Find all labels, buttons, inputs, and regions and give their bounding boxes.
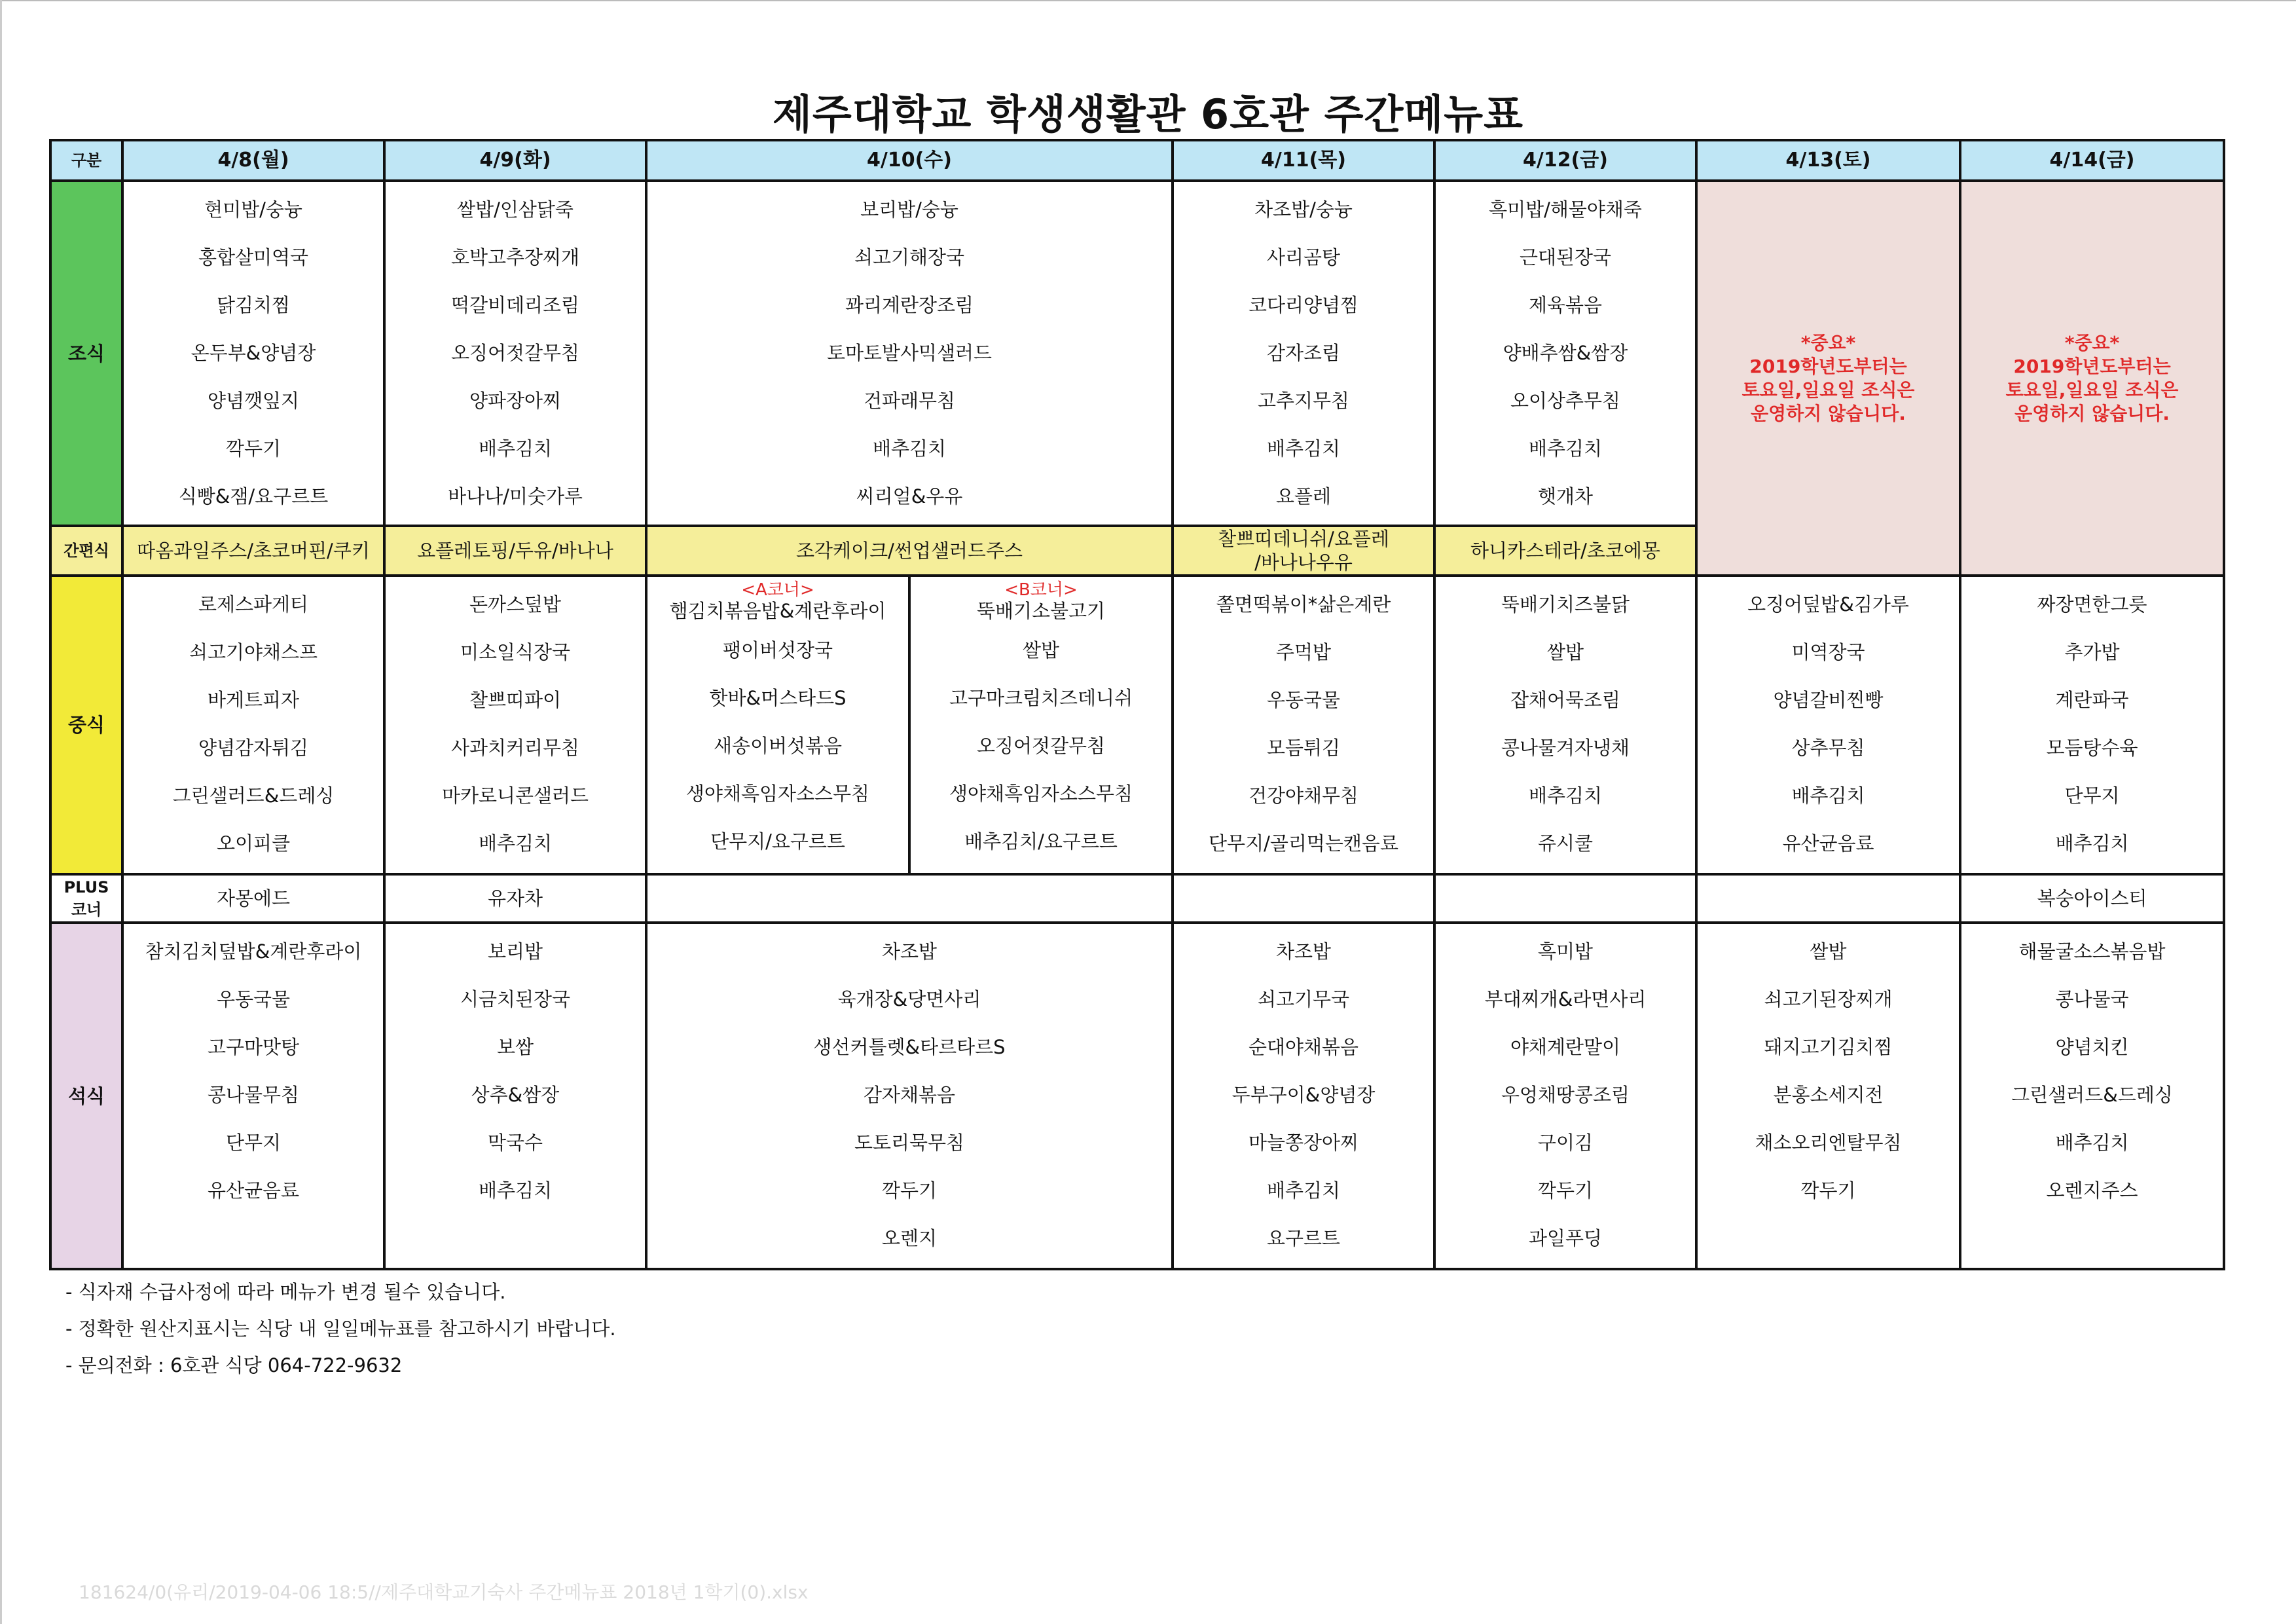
menu-item: 구이김 [1537, 1132, 1594, 1154]
page-title: 제주대학교 학생생활관 6호관 주간메뉴표 [772, 90, 1524, 138]
plus-wed [646, 874, 1173, 923]
menu-item: 요플레 [1275, 485, 1332, 507]
menu-item: 도토리묵무침 [854, 1132, 965, 1154]
menu-item: 요구르트 [1266, 1227, 1341, 1249]
menu-item: 시금치된장국 [460, 988, 571, 1010]
menu-item: 배추김치 [872, 437, 947, 460]
menu-item: 마늘쫑장아찌 [1248, 1132, 1359, 1154]
menu-item: 우동국물 [216, 988, 291, 1010]
menu-item: 배추김치 [1791, 784, 1865, 807]
menu-item: 감자채볶음 [863, 1084, 956, 1106]
menu-item: 돈까스덮밥 [469, 593, 562, 616]
menu-item: 상추&쌈장 [471, 1084, 560, 1106]
menu-item: 상추무침 [1791, 737, 1865, 759]
notice-days: 토요일,일요일 조식은 [2005, 378, 2179, 401]
day-tue: 4/9(화) [384, 140, 646, 181]
snack-thu [1173, 526, 1434, 576]
dinner-thu [1173, 923, 1434, 1269]
menu-item: 보리밥/숭늉 [860, 198, 958, 221]
menu-item: 양념갈비찐빵 [1773, 689, 1884, 711]
b-corner-tag: <B코너> [1004, 580, 1078, 600]
menu-item: 양념깻잎지 [207, 390, 300, 412]
menu-item: 그린샐러드&드레싱 [2011, 1084, 2173, 1106]
breakfast-thu [1173, 181, 1434, 526]
menu-item: 주먹밥 [1275, 641, 1332, 663]
lunch-tue [384, 576, 646, 874]
menu-item: 생야채흑임자소스무침 [685, 783, 870, 805]
menu-item: 콩나물무침 [207, 1084, 300, 1106]
scan-edge-left [0, 0, 2, 1624]
menu-item: 짜장면한그릇 [2037, 593, 2147, 616]
menu-item: 추가밥 [2064, 641, 2120, 663]
menu-item: 배추김치 [1266, 1179, 1341, 1202]
menu-item: 씨리얼&우유 [856, 485, 963, 507]
menu-item: 생선커틀렛&타르타르S [813, 1036, 1006, 1058]
menu-item: 토마토발사믹샐러드 [826, 342, 993, 364]
plus-fri [1434, 874, 1696, 923]
breakfast-sun-notice [1960, 181, 2224, 576]
menu-item: 돼지고기김치찜 [1764, 1036, 1893, 1058]
menu-item: 차조밥/숭늉 [1254, 198, 1353, 221]
menu-item: 배추김치 [2055, 832, 2129, 855]
menu-item: 오렌지 [881, 1227, 938, 1249]
menu-item: 쌀밥 [1022, 639, 1060, 661]
menu-item: 쇠고기야채스프 [189, 641, 318, 663]
snack-wed: 조각케이크/썬업샐러드주스 [646, 526, 1173, 576]
lunch-sun [1960, 576, 2224, 874]
menu-item: 쌀밥/인삼닭죽 [457, 198, 574, 221]
snack-thu-line2: /바나나우유 [1254, 551, 1353, 574]
lunch-sat [1696, 576, 1960, 874]
menu-item: 홍합살미역국 [198, 246, 309, 268]
snack-tue: 요플레토핑/두유/바나나 [384, 526, 646, 576]
menu-item: 바게트피자 [207, 689, 300, 711]
menu-item: 모듬탕수육 [2046, 737, 2138, 759]
menu-item: 배추김치 [1266, 437, 1341, 460]
plus-thu [1173, 874, 1434, 923]
footnote-contact: - 문의전화 : 6호관 식당 064-722-9632 [65, 1354, 403, 1376]
dinner-wed [646, 923, 1173, 1269]
menu-item: 건파래무침 [863, 390, 956, 412]
menu-item: 막국수 [487, 1132, 543, 1154]
plus-label-bottom: 코너 [71, 900, 102, 919]
menu-item: 차조밥 [1275, 940, 1332, 963]
menu-item: 찰쁘띠파이 [469, 689, 562, 711]
menu-item: 콩나물겨자냉채 [1501, 737, 1630, 759]
menu-item: 배추김치 [1528, 437, 1603, 460]
menu-item: 건강야채무침 [1248, 784, 1359, 807]
menu-item: 쌀밥 [1810, 940, 1847, 963]
day-mon: 4/8(월) [122, 140, 384, 181]
menu-item: 식빵&잼/요구르트 [178, 485, 329, 507]
header-row [50, 140, 2224, 181]
menu-item: 단무지 [2064, 784, 2120, 807]
menu-item: 호박고추장찌개 [450, 246, 580, 268]
footnote-change: - 식자재 수급사정에 따라 메뉴가 변경 될수 있습니다. [65, 1281, 506, 1303]
menu-item: 우엉채땅콩조림 [1501, 1084, 1630, 1106]
breakfast-tue [384, 181, 646, 526]
lunch-label: 중식 [50, 576, 122, 874]
menu-item: 미역장국 [1791, 641, 1865, 663]
menu-item: 고추지무침 [1257, 390, 1350, 412]
menu-item: 깍두기 [1800, 1179, 1856, 1202]
menu-item: 두부구이&양념장 [1231, 1084, 1376, 1106]
menu-item: 육개장&당면사리 [837, 988, 981, 1010]
menu-item: 양념감자튀김 [198, 737, 309, 759]
menu-item: 배추김치 [478, 437, 553, 460]
menu-item: 떡갈비데리조림 [450, 294, 580, 316]
breakfast-sat-notice [1696, 181, 1960, 576]
header-label: 구분 [50, 140, 122, 181]
menu-item: 참치김치덮밥&계란후라이 [145, 940, 362, 963]
menu-item: 제육볶음 [1528, 294, 1603, 316]
menu-item: 깍두기 [1537, 1179, 1594, 1202]
menu-item: 코다리양념찜 [1248, 294, 1359, 316]
dinner-sat [1696, 923, 1960, 1269]
day-thu: 4/11(목) [1173, 140, 1434, 181]
footnotes [65, 1274, 616, 1384]
menu-item: 보리밥 [487, 940, 543, 963]
weekly-menu-table [49, 139, 2225, 1270]
menu-item: 생야채흑임자소스무침 [949, 783, 1133, 805]
print-footer-path: 181624/0(유리/2019-04-06 18:5//제주대학교기숙사 주간메뉴표 2018년 1학기(0).xlsx [79, 1581, 809, 1603]
menu-item: 배추김치 [478, 832, 553, 855]
menu-item: 고구마맛탕 [207, 1036, 300, 1058]
dinner-fri [1434, 923, 1696, 1269]
snack-thu-line1: 찰쁘띠데니쉬/요플레 [1218, 528, 1389, 550]
menu-item: 쇠고기된장찌개 [1764, 988, 1893, 1010]
menu-item: 오징어젓갈무침 [450, 342, 580, 364]
plus-corner-row [50, 874, 2224, 923]
menu-item: 양파장아찌 [469, 390, 562, 412]
menu-item: 오징어젓갈무침 [976, 735, 1106, 757]
menu-item: 햄김치볶음밥&계란후라이 [669, 600, 886, 622]
breakfast-row [50, 181, 2224, 526]
menu-item: 채소오리엔탈무침 [1755, 1132, 1902, 1154]
menu-item: 바나나/미숫가루 [448, 485, 583, 507]
menu-item: 과일푸딩 [1528, 1227, 1603, 1249]
breakfast-fri [1434, 181, 1696, 526]
plus-corner-label [50, 874, 122, 923]
menu-item: 감자조림 [1266, 342, 1341, 364]
day-sat: 4/13(토) [1696, 140, 1960, 181]
menu-item: 현미밥/숭늉 [204, 198, 302, 221]
menu-item: 쌀밥 [1547, 641, 1584, 663]
menu-item: 근대된장국 [1519, 246, 1612, 268]
menu-item: 야채계란말이 [1510, 1036, 1621, 1058]
menu-item: 고구마크림치즈데니쉬 [949, 687, 1133, 709]
menu-item: 우동국물 [1266, 689, 1341, 711]
snack-mon: 따옴과일주스/초코머핀/쿠키 [122, 526, 384, 576]
menu-item: 차조밥 [881, 940, 938, 963]
snack-label: 간편식 [50, 526, 122, 576]
menu-item: 흑미밥 [1537, 940, 1594, 963]
menu-item: 순대야채볶음 [1248, 1036, 1359, 1058]
scan-edge-top [0, 0, 2296, 1]
menu-item: 핫바&머스타드S [709, 687, 847, 709]
menu-item: 부대찌개&라면사리 [1484, 988, 1647, 1010]
menu-item: 뚝배기소불고기 [976, 600, 1106, 622]
menu-item: 흑미밥/해물야채죽 [1489, 198, 1642, 221]
menu-item: 깍두기 [881, 1179, 938, 1202]
menu-item: 해물굴소스볶음밥 [2018, 940, 2166, 963]
breakfast-mon [122, 181, 384, 526]
menu-item: 온두부&양념장 [191, 342, 316, 364]
plus-sat [1696, 874, 1960, 923]
menu-item: 양념치킨 [2055, 1036, 2129, 1058]
menu-item: 마카로니콘샐러드 [441, 784, 589, 807]
menu-item: 오징어덮밥&김가루 [1747, 593, 1909, 616]
menu-item: 사과치커리무침 [450, 737, 580, 759]
lunch-wed-b-corner [909, 576, 1173, 874]
plus-label-top: PLUS [64, 878, 109, 896]
notice-important: *중요* [1800, 331, 1856, 354]
menu-item: 양배추쌈&쌈장 [1503, 342, 1628, 364]
lunch-thu [1173, 576, 1434, 874]
day-sun: 4/14(금) [1960, 140, 2224, 181]
menu-item: 보쌈 [496, 1036, 534, 1058]
menu-item: 오렌지주스 [2046, 1179, 2138, 1202]
lunch-mon [122, 576, 384, 874]
footnote-origin: - 정확한 원산지표시는 식당 내 일일메뉴표를 참고하시기 바랍니다. [65, 1318, 616, 1340]
menu-item: 쥬시쿨 [1537, 832, 1594, 855]
plus-sun: 복숭아이스티 [1960, 874, 2224, 923]
menu-item: 팽이버섯장국 [722, 639, 833, 661]
dinner-label: 석식 [50, 923, 122, 1269]
notice-important: *중요* [2064, 331, 2120, 354]
menu-item: 뚝배기치즈불닭 [1501, 593, 1630, 616]
menu-item: 꽈리계란장조림 [845, 294, 974, 316]
menu-item: 닭김치찜 [216, 294, 291, 316]
menu-item: 단무지/요구르트 [710, 830, 845, 853]
snack-fri: 하니카스테라/초코에몽 [1434, 526, 1696, 576]
menu-item: 쇠고기해장국 [854, 246, 965, 268]
dinner-mon [122, 923, 384, 1269]
dinner-sun [1960, 923, 2224, 1269]
notice-year: 2019학년도부터는 [2013, 355, 2171, 377]
plus-mon: 자몽에드 [122, 874, 384, 923]
day-wed: 4/10(수) [646, 140, 1173, 181]
menu-item: 배추김치 [2055, 1132, 2129, 1154]
menu-item: 쇠고기무국 [1257, 988, 1350, 1010]
menu-item: 배추김치 [478, 1179, 553, 1202]
menu-item: 로제스파게티 [198, 593, 309, 616]
menu-item: 쫄면떡볶이*삶은계란 [1216, 593, 1391, 616]
lunch-fri [1434, 576, 1696, 874]
menu-item: 유산균음료 [1782, 832, 1874, 855]
lunch-wed-a-corner [646, 576, 909, 874]
menu-item: 단무지/골리먹는캔음료 [1209, 832, 1398, 855]
menu-item: 배추김치/요구르트 [964, 830, 1118, 853]
menu-item: 깍두기 [225, 437, 282, 460]
menu-item: 잡채어묵조림 [1510, 689, 1621, 711]
dinner-row [50, 923, 2224, 1269]
menu-item: 계란파국 [2055, 689, 2129, 711]
notice-days: 토요일,일요일 조식은 [1741, 378, 1915, 401]
menu-item: 콩나물국 [2055, 988, 2129, 1010]
menu-item: 햇개차 [1537, 485, 1594, 507]
a-corner-tag: <A코너> [741, 580, 814, 600]
breakfast-label: 조식 [50, 181, 122, 526]
menu-item: 오이상추무침 [1510, 390, 1621, 412]
menu-item: 그린샐러드&드레싱 [172, 784, 335, 807]
notice-closed: 운영하지 않습니다. [2014, 402, 2170, 424]
menu-item: 단무지 [225, 1132, 282, 1154]
lunch-row [50, 576, 2224, 874]
breakfast-wed [646, 181, 1173, 526]
notice-closed: 운영하지 않습니다. [1751, 402, 1906, 424]
menu-item: 오이피클 [216, 832, 291, 855]
notice-year: 2019학년도부터는 [1749, 355, 1907, 377]
menu-item: 사리곰탕 [1266, 246, 1341, 268]
menu-item: 분홍소세지전 [1773, 1084, 1884, 1106]
day-fri: 4/12(금) [1434, 140, 1696, 181]
menu-item: 모듬튀김 [1266, 737, 1341, 759]
plus-tue: 유자차 [384, 874, 646, 923]
menu-item: 배추김치 [1528, 784, 1603, 807]
dinner-tue [384, 923, 646, 1269]
menu-item: 유산균음료 [207, 1179, 300, 1202]
menu-item: 새송이버섯볶음 [713, 735, 843, 757]
menu-item: 미소일식장국 [460, 641, 571, 663]
